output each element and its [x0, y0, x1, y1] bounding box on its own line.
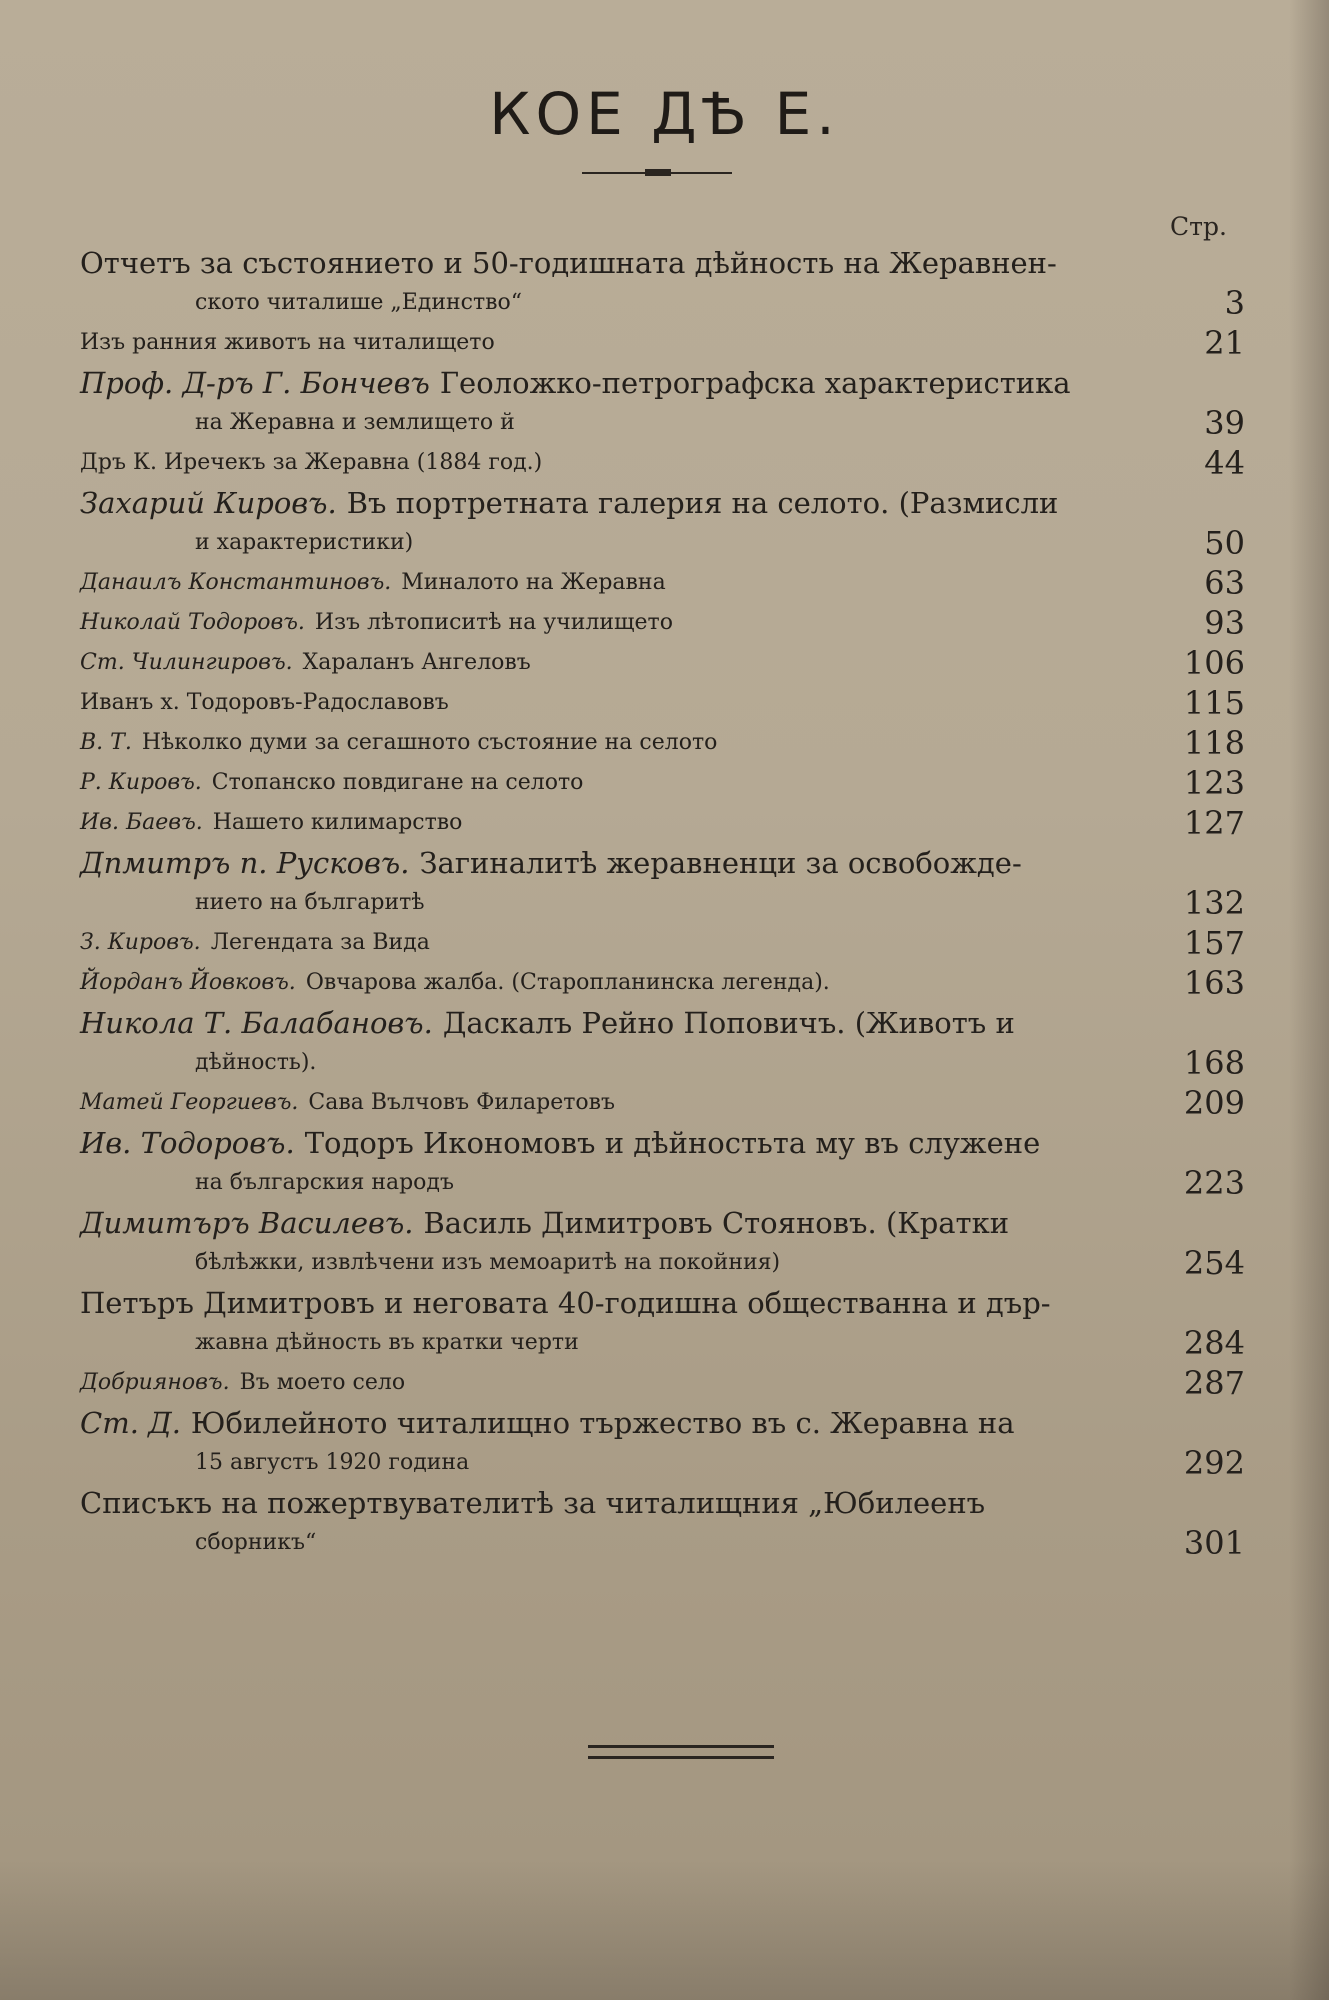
toc-entry-text: бѣлѣжки, извлѣчени изъ мемоаритѣ на покойния) — [195, 1250, 781, 1275]
toc-entry — [80, 1403, 1245, 1483]
toc-entry-author: Данаилъ Константиновъ. — [80, 570, 392, 595]
toc-entry-line — [80, 723, 1245, 763]
toc-entry-author: Ив. Тодоровъ. — [80, 1126, 295, 1160]
toc-entry-page-number: 21 — [1204, 324, 1245, 362]
toc-entry-page-number: 157 — [1183, 924, 1245, 962]
toc-entry — [80, 1003, 1245, 1083]
toc-entry-text: Въ моето село — [239, 1370, 406, 1395]
toc-entry-text: Даскалъ Рейно Поповичъ. (Животъ и — [442, 1006, 1015, 1040]
toc-entry — [80, 843, 1245, 923]
title-divider-ornament — [645, 169, 671, 176]
toc-entry-page-number: 209 — [1183, 1084, 1245, 1122]
toc-entry-continuation — [80, 1163, 1245, 1203]
toc-entry — [80, 1203, 1245, 1283]
toc-entry-line — [80, 843, 1245, 883]
toc-entry-text: Въ портретната галерия на селото. (Размисли — [346, 486, 1059, 520]
toc-entry-line — [80, 1283, 1245, 1323]
toc-entry — [80, 643, 1245, 683]
toc-entry-text: Тодоръ Икономовъ и дѣйностьта му въ служене — [304, 1126, 1041, 1160]
toc-entry — [80, 363, 1245, 443]
toc-entry-text: Хараланъ Ангеловъ — [302, 650, 531, 675]
toc-entry-text: Легендата за Вида — [210, 930, 430, 955]
toc-entry-line — [80, 1123, 1245, 1163]
toc-entry-author: Р. Кировъ. — [80, 770, 202, 795]
toc-entry-line — [80, 1403, 1245, 1443]
toc-entry-page-number: 63 — [1204, 564, 1245, 602]
toc-entry — [80, 483, 1245, 563]
toc-entry-page-number: 168 — [1183, 1044, 1245, 1082]
toc-entry-line — [80, 1003, 1245, 1043]
toc-entry-page-number: 301 — [1183, 1524, 1245, 1562]
toc-entry — [80, 683, 1245, 723]
toc-entry-page-number: 39 — [1204, 404, 1245, 442]
toc-entry-line — [80, 363, 1245, 403]
toc-entry-page-number: 223 — [1183, 1164, 1245, 1202]
toc-entry-line — [80, 603, 1245, 643]
page-column-header: Стр. — [1170, 212, 1227, 241]
toc-entry-author: Никола Т. Балабановъ. — [80, 1006, 433, 1040]
toc-entry-page-number: 118 — [1183, 724, 1245, 762]
page-edge-shadow — [1289, 0, 1329, 2000]
toc-entry-line — [80, 243, 1245, 283]
toc-entry-line — [80, 563, 1245, 603]
toc-entry-continuation — [80, 523, 1245, 563]
toc-entry — [80, 1483, 1245, 1563]
toc-entry-continuation — [80, 403, 1245, 443]
toc-entry — [80, 1363, 1245, 1403]
toc-entry — [80, 1283, 1245, 1363]
table-of-contents — [80, 243, 1245, 1563]
toc-entry-line — [80, 803, 1245, 843]
toc-entry-author: Дпмитръ п. Русковъ. — [80, 846, 410, 880]
toc-entry-text: на българския народъ — [195, 1170, 454, 1195]
toc-entry-page-number: 127 — [1183, 804, 1245, 842]
toc-entry-text: Нашето килимарство — [212, 810, 463, 835]
toc-entry-continuation — [80, 1043, 1245, 1083]
toc-entry-text: Нѣколко думи за сегашното състояние на селото — [141, 730, 718, 755]
toc-entry-line — [80, 923, 1245, 963]
toc-entry-line — [80, 1203, 1245, 1243]
toc-entry-text: Петъръ Димитровъ и неговата 40-годишна обществанна и дър- — [80, 1286, 1051, 1320]
toc-entry-line — [80, 1483, 1245, 1523]
toc-entry-continuation — [80, 883, 1245, 923]
toc-entry-page-number: 132 — [1183, 884, 1245, 922]
toc-entry-text: Загиналитѣ жеравненци за освобожде- — [419, 846, 1022, 880]
toc-entry-text: Василь Димитровъ Стояновъ. (Кратки — [423, 1206, 1010, 1240]
toc-entry-page-number: 50 — [1204, 524, 1245, 562]
page-title: КОЕ ДѢ Е. — [489, 80, 840, 148]
toc-entry-line — [80, 643, 1245, 683]
toc-entry-page-number: 106 — [1183, 644, 1245, 682]
toc-entry-author: З. Кировъ. — [80, 930, 201, 955]
toc-entry-text: Отчетъ за състоянието и 50-годишната дѣйность на Жеравнен- — [80, 246, 1057, 280]
toc-entry-line — [80, 963, 1245, 1003]
toc-entry-author: Йорданъ Йовковъ. — [80, 970, 296, 995]
toc-entry — [80, 723, 1245, 763]
toc-entry — [80, 1083, 1245, 1123]
bottom-rule-lower — [588, 1756, 774, 1759]
toc-entry-text: Дръ К. Иречекъ за Жеравна (1884 год.) — [80, 450, 543, 475]
toc-entry-text: сборникъ“ — [195, 1530, 317, 1555]
toc-entry-text: Сава Вълчовъ Филаретовъ — [308, 1090, 616, 1115]
page-bottom-shadow — [0, 1860, 1329, 2000]
toc-entry-text: Иванъ х. Тодоровъ-Радославовъ — [80, 690, 449, 715]
toc-entry-text: Списъкъ на пожертвувателитѣ за читалищния „Юбилеенъ — [80, 1486, 986, 1520]
toc-entry-page-number: 292 — [1183, 1444, 1245, 1482]
toc-entry-text: Стопанско повдигане на селото — [211, 770, 584, 795]
toc-entry-continuation — [80, 1323, 1245, 1363]
toc-entry-page-number: 115 — [1183, 684, 1245, 722]
toc-entry — [80, 803, 1245, 843]
toc-entry-line — [80, 483, 1245, 523]
toc-entry-continuation — [80, 283, 1245, 323]
toc-entry — [80, 323, 1245, 363]
toc-entry-line — [80, 763, 1245, 803]
toc-entry-page-number: 284 — [1183, 1324, 1245, 1362]
toc-entry — [80, 563, 1245, 603]
toc-entry-text: 15 августъ 1920 година — [195, 1450, 470, 1475]
toc-entry-continuation — [80, 1243, 1245, 1283]
toc-entry-author: Проф. Д-ръ Г. Бончевъ — [80, 366, 430, 400]
toc-entry-line — [80, 1083, 1245, 1123]
toc-entry-text: Изъ ранния животъ на читалището — [80, 330, 495, 355]
toc-entry-page-number: 287 — [1183, 1364, 1245, 1402]
toc-entry-text: и характеристики) — [195, 530, 414, 555]
toc-entry-page-number: 254 — [1183, 1244, 1245, 1282]
toc-entry-author: Николай Тодоровъ. — [80, 610, 305, 635]
toc-entry — [80, 923, 1245, 963]
toc-entry-text: Геоложко-петрографска характеристика — [439, 366, 1071, 400]
toc-entry-text: Миналото на Жеравна — [401, 570, 666, 595]
toc-entry-line — [80, 683, 1245, 723]
toc-entry-text: дѣйность). — [195, 1050, 317, 1075]
toc-entry — [80, 243, 1245, 323]
toc-entry-text: Овчарова жалба. (Староплaнинска легенда). — [305, 970, 830, 995]
toc-entry-line — [80, 1363, 1245, 1403]
toc-entry — [80, 603, 1245, 643]
toc-entry-author: Ст. Д. — [80, 1406, 181, 1440]
toc-entry-author: В. Т. — [80, 730, 132, 755]
toc-entry-page-number: 163 — [1183, 964, 1245, 1002]
toc-entry-author: Матей Георгиевъ. — [80, 1090, 299, 1115]
toc-entry-text: жавна дѣйность въ кратки черти — [195, 1330, 579, 1355]
toc-entry-page-number: 123 — [1183, 764, 1245, 802]
toc-entry-author: Добрияновъ. — [80, 1370, 230, 1395]
toc-entry-continuation — [80, 1443, 1245, 1483]
toc-entry-text: Юбилейното читалищно тържество въ с. Жеравна на — [190, 1406, 1015, 1440]
toc-entry-continuation — [80, 1523, 1245, 1563]
toc-entry — [80, 1123, 1245, 1203]
toc-entry — [80, 443, 1245, 483]
toc-entry-page-number: 44 — [1204, 444, 1245, 482]
toc-entry-page-number: 3 — [1224, 284, 1245, 322]
bottom-rule-upper — [588, 1745, 774, 1748]
toc-entry-line — [80, 443, 1245, 483]
toc-entry-line — [80, 323, 1245, 363]
toc-entry-text: Изъ лѣтописитѣ на училището — [314, 610, 673, 635]
toc-entry-page-number: 93 — [1204, 604, 1245, 642]
toc-entry-author: Ив. Баевъ. — [80, 810, 203, 835]
toc-entry-text: нието на българитѣ — [195, 890, 425, 915]
toc-entry-author: Захарий Кировъ. — [80, 486, 337, 520]
toc-entry-text: на Жеравна и землището й — [195, 410, 515, 435]
toc-entry-author: Димитъръ Василевъ. — [80, 1206, 414, 1240]
toc-entry — [80, 763, 1245, 803]
toc-entry-text: ското читалише „Единство“ — [195, 290, 523, 315]
toc-entry — [80, 963, 1245, 1003]
toc-entry-author: Ст. Чилингировъ. — [80, 650, 293, 675]
